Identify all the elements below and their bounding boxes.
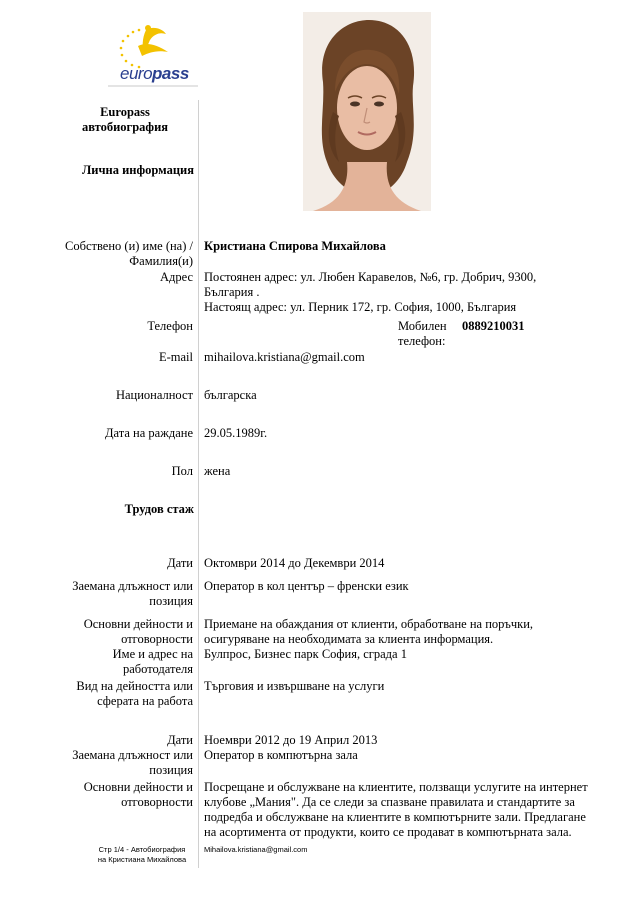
profile-photo — [303, 12, 431, 211]
footer-owner: на Кристиана Михайлова — [97, 855, 187, 864]
mobile-value: 0889210031 — [462, 319, 525, 333]
europass-logo — [108, 22, 198, 94]
job1-employer-value: Булпрос, Бизнес парк София, сграда 1 — [204, 647, 407, 661]
label-nationality: Националност — [115, 388, 193, 402]
job2-dates-value: Ноември 2012 до 19 Април 2013 — [204, 733, 378, 747]
title-line-1: Europass — [100, 105, 150, 119]
value-address — [204, 270, 614, 315]
mobile-label-line-1: Мобилен — [398, 319, 447, 333]
section-title-personal: Лична информация — [81, 163, 194, 177]
job1-position-label: Заемана длъжност или позиция — [72, 579, 193, 608]
section-title-work: Трудов стаж — [124, 502, 194, 516]
label-email: E-mail — [158, 350, 193, 364]
value-email[interactable]: mihailova.kristiana@gmail.com — [204, 350, 365, 364]
job2-duties-label: Основни дейности и отговорности — [83, 780, 193, 809]
job1-employer-label: Име и адрес на работодателя — [112, 647, 193, 676]
job2-dates-label: Дати — [167, 733, 193, 747]
column-divider — [198, 100, 199, 868]
job2-position-label: Заемана длъжност или позиция — [72, 748, 193, 777]
job1-dates-value: Октомври 2014 до Декември 2014 — [204, 556, 385, 570]
address-line-2: България . — [204, 285, 260, 299]
label-gender: Пол — [171, 464, 193, 478]
job1-position-value: Оператор в кол център – френски език — [204, 579, 409, 593]
label-address: Адрес — [159, 270, 193, 284]
mobile-label-line-2: телефон: — [398, 334, 446, 348]
title-line-2: автобиография — [81, 120, 169, 134]
address-line-1: Постоянен адрес: ул. Любен Каравелов, №6, гр. Добрич, 9300, — [204, 270, 537, 284]
job1-duties-value: Приемане на обаждания от клиенти, обработване на поръчки, осигуряване на необходимата за клиента информация. — [204, 617, 534, 646]
value-birthdate: 29.05.1989г. — [204, 426, 268, 440]
footer-left — [90, 845, 194, 865]
value-nationality: българска — [204, 388, 257, 402]
footer-page-info: Стр 1/4 - Автобиография — [98, 845, 186, 854]
label-phone: Телефон — [147, 319, 193, 333]
logo-text-euro: euro — [120, 64, 153, 83]
job2-position-value: Оператор в компютърна зала — [204, 748, 358, 762]
label-birthdate: Дата на раждане — [105, 426, 193, 440]
value-name: Кристиана Спирова Михайлова — [204, 239, 386, 253]
mobile-label — [398, 319, 447, 349]
logo-text-pass: pass — [152, 64, 189, 83]
job2-duties-value: Посрещане и обслужване на клиентите, ползващи услугите на интернет клубове „Мания". Да се следи за спазване правилата и стандартите за подредба и обслужване на клиентите в компютърните зали. Предлагане на асортимента от продукти, които се продават в компютърната зала. — [204, 780, 588, 839]
label-name: Собствено (и) име (на) / Фамилия(и) — [65, 239, 193, 268]
value-gender: жена — [204, 464, 231, 478]
job1-sector-label: Вид на дейността или сферата на работа — [76, 679, 193, 708]
job1-sector-value: Търговия и извършване на услуги — [204, 679, 385, 693]
profile-photo-image — [303, 12, 431, 211]
address-line-3: Настоящ адрес: ул. Перник 172, гр. София, 1000, България — [204, 300, 517, 314]
job1-dates-label: Дати — [167, 556, 193, 570]
footer-email: Mihailova.kristiana@gmail.com — [204, 845, 308, 854]
job1-duties-label: Основни дейности и отговорности — [83, 617, 193, 646]
document-title — [60, 105, 190, 135]
